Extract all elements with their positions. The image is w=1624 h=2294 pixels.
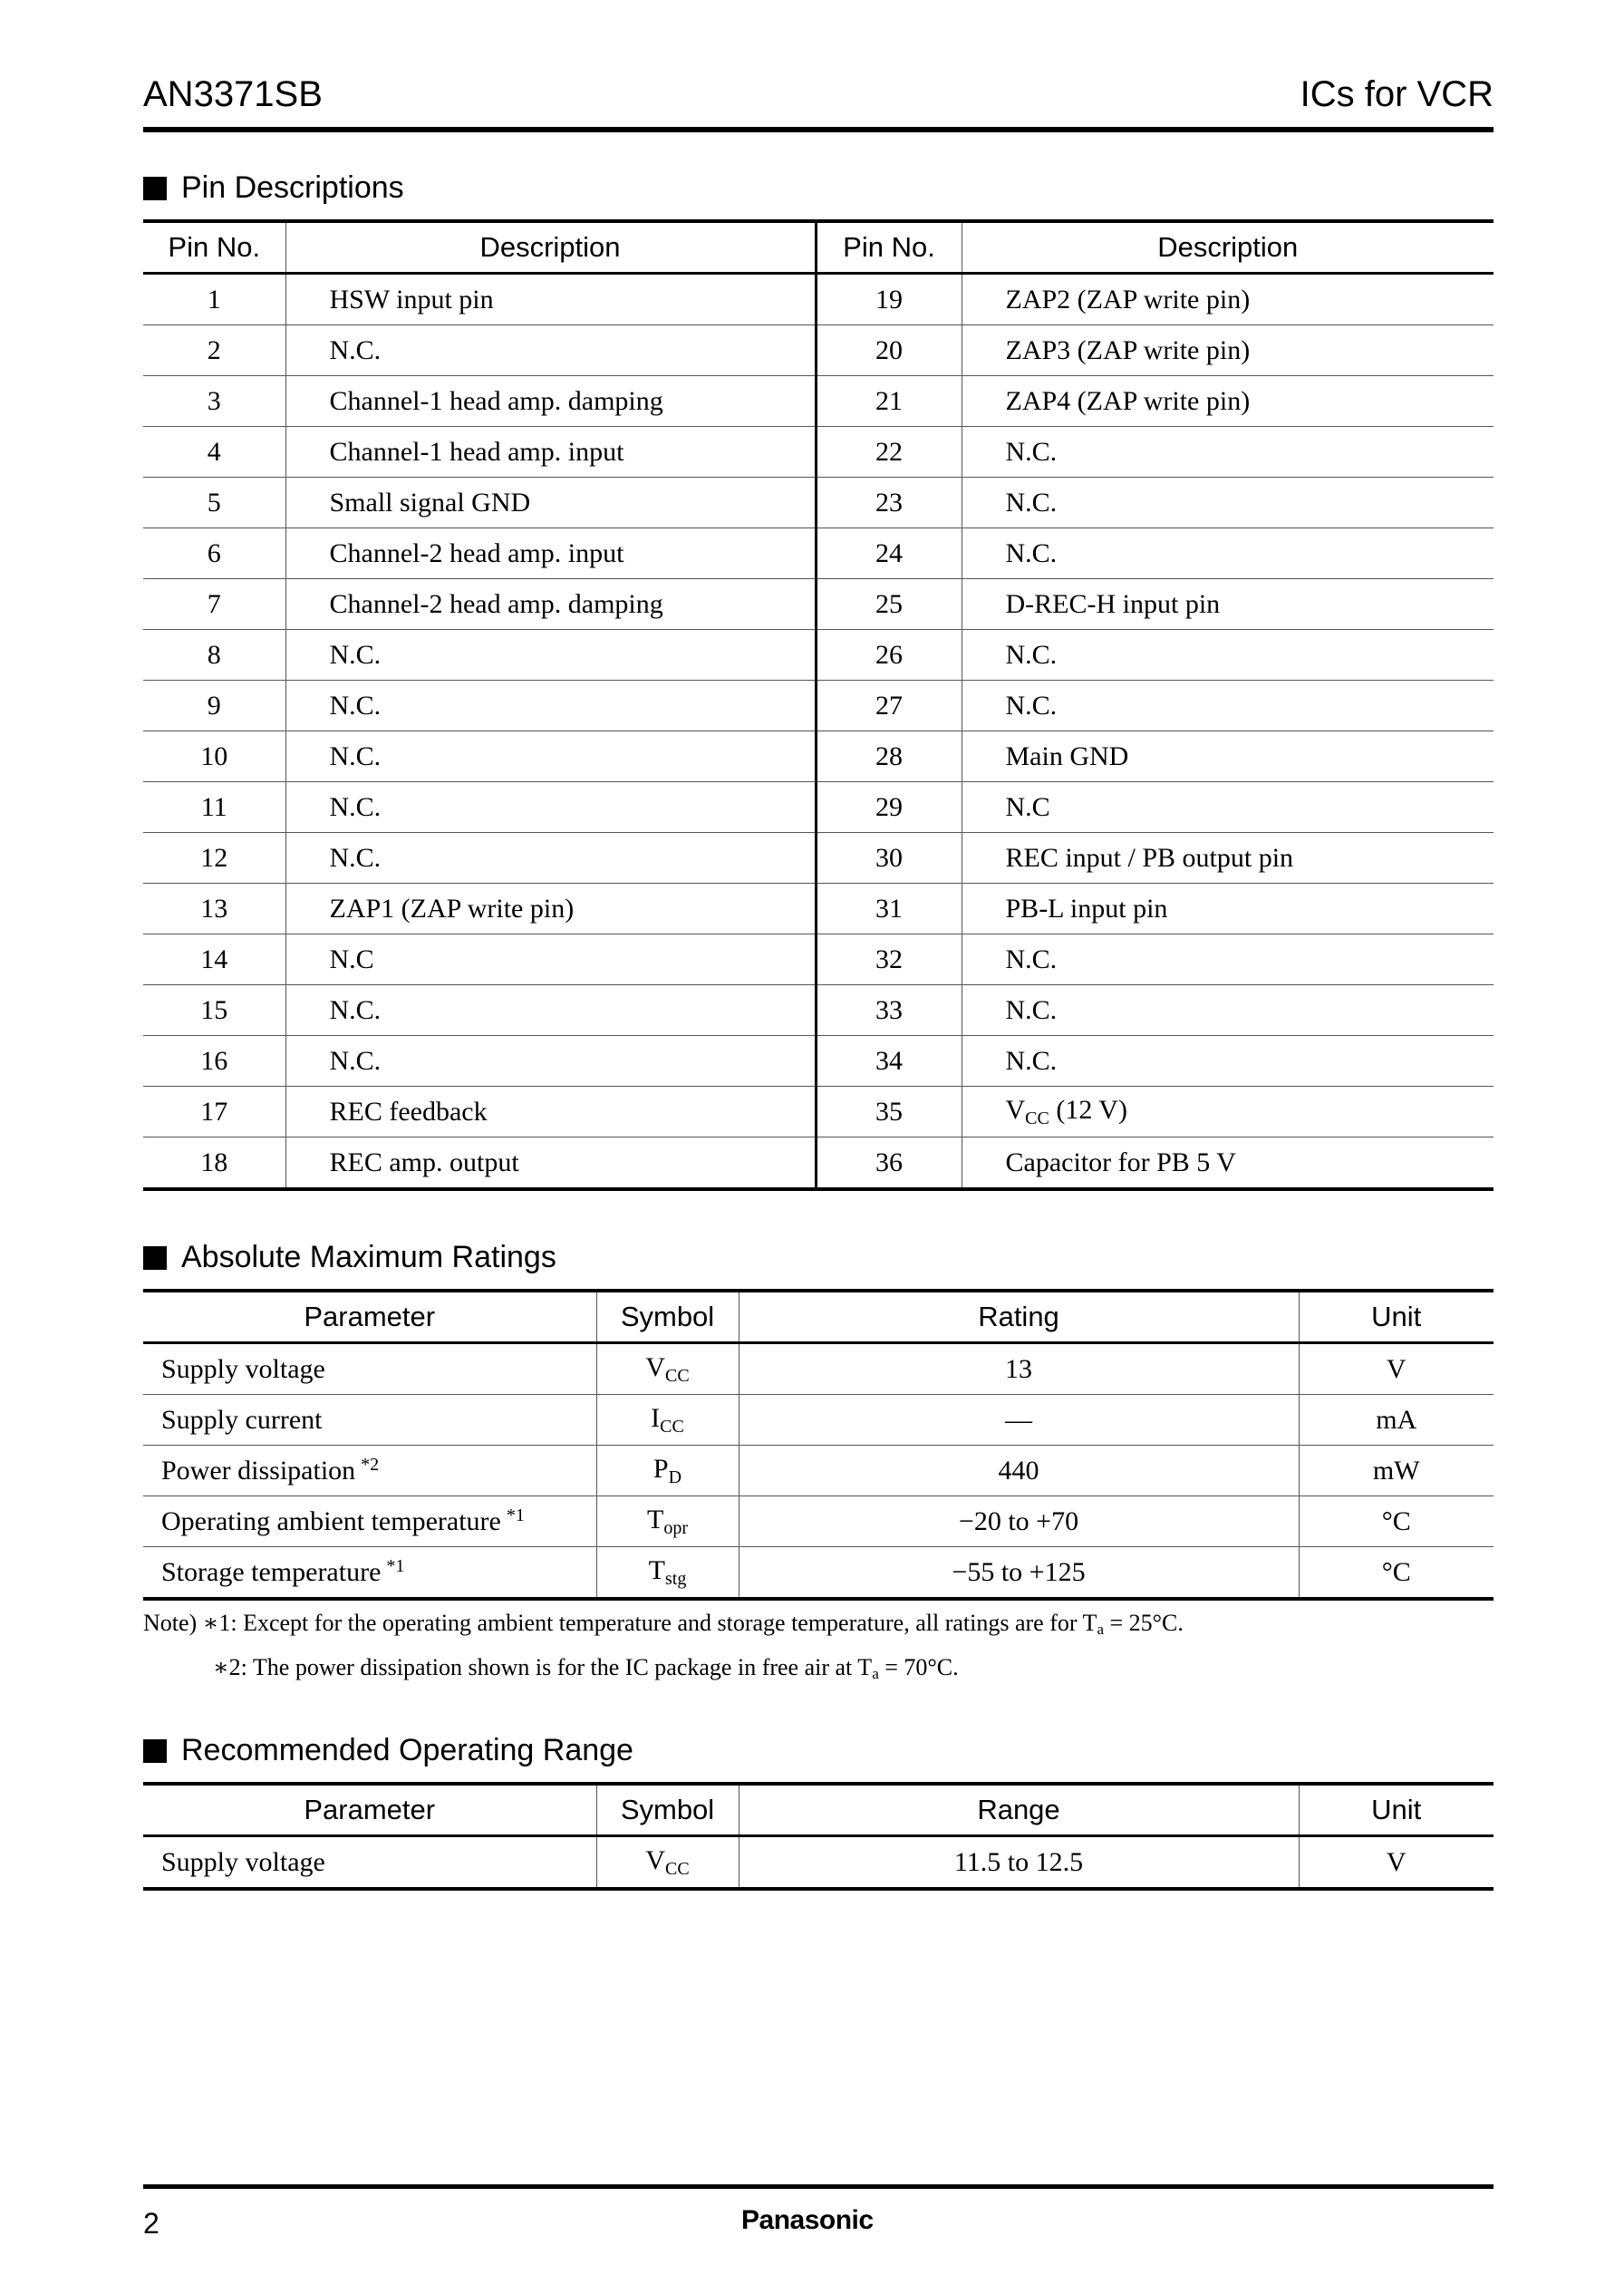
symbol-cell: $T_{opr}$ [596, 1496, 739, 1547]
document-category: ICs for VCR [1300, 74, 1494, 114]
pin-description: N.C. [962, 934, 1494, 985]
pin-description: Channel-1 head amp. input [285, 427, 816, 478]
unit-cell: V [1299, 1343, 1494, 1395]
pin-description: N.C. [962, 528, 1494, 579]
header-parameter: Parameter [143, 1784, 596, 1836]
pin-number: 31 [816, 884, 962, 934]
parameter-cell: Power dissipation $^{*2}$ [143, 1446, 596, 1496]
unit-cell: mW [1299, 1446, 1494, 1496]
table-row [143, 1395, 1494, 1446]
ratings-notes [143, 1604, 1184, 1693]
pin-description: Capacitor for PB 5 V [962, 1137, 1494, 1190]
brand-logo: Panasonic [741, 2205, 874, 2235]
range-cell: 11.5 to 12.5 [739, 1836, 1299, 1890]
table-row [143, 1836, 1494, 1890]
pin-description: N.C [962, 782, 1494, 833]
table-row [143, 376, 1494, 427]
table-row [143, 528, 1494, 579]
pin-description: ZAP4 (ZAP write pin) [962, 376, 1494, 427]
rating-cell: 13 [739, 1343, 1299, 1395]
pin-description: D-REC-H input pin [962, 579, 1494, 630]
table-row [143, 1087, 1494, 1137]
pin-description: N.C. [285, 681, 816, 731]
pin-number: 8 [143, 630, 285, 681]
header-pin-no: Pin No. [816, 221, 962, 274]
pin-number: 5 [143, 478, 285, 528]
recommended-operating-range-table [143, 1782, 1494, 1891]
table-row [143, 1547, 1494, 1600]
pin-description: PB-L input pin [962, 884, 1494, 934]
table-row [143, 630, 1494, 681]
pin-description: REC input / PB output pin [962, 833, 1494, 884]
pin-description: Channel-2 head amp. input [285, 528, 816, 579]
note-2: ∗2: The power dissipation shown is for the IC package in free air at $T_a = 70^\circ C$. [213, 1654, 959, 1682]
parameter-cell: Supply voltage [143, 1343, 596, 1395]
table-header-row [143, 221, 1494, 274]
parameter-cell: Supply voltage [161, 1846, 325, 1877]
pin-number: 33 [816, 985, 962, 1036]
table-header-row [143, 1291, 1494, 1343]
pin-number: 32 [816, 934, 962, 985]
pin-description: Main GND [962, 731, 1494, 782]
pin-description: N.C [285, 934, 816, 985]
pin-number: 15 [143, 985, 285, 1036]
pin-description: Small signal GND [285, 478, 816, 528]
section-title: Pin Descriptions [181, 170, 404, 205]
pin-description: N.C. [962, 681, 1494, 731]
table-row [143, 782, 1494, 833]
pin-description: N.C. [285, 731, 816, 782]
bullet-square-icon [143, 1246, 167, 1270]
pin-description: N.C. [285, 325, 816, 376]
pin-description: N.C. [962, 985, 1494, 1036]
table-row [143, 1036, 1494, 1087]
header-unit: Unit [1299, 1784, 1494, 1836]
pin-number: 23 [816, 478, 962, 528]
pin-number: 7 [143, 579, 285, 630]
pin-number: 14 [143, 934, 285, 985]
pin-number: 13 [143, 884, 285, 934]
pin-description: N.C. [285, 1036, 816, 1087]
table-row [143, 1343, 1494, 1395]
pin-number: 3 [143, 376, 285, 427]
header-symbol: Symbol [596, 1291, 739, 1343]
rating-cell: 440 [739, 1446, 1299, 1496]
header-pin-no: Pin No. [143, 221, 285, 274]
unit-cell: °C [1299, 1547, 1494, 1600]
unit-cell: °C [1299, 1496, 1494, 1547]
pin-number: 36 [816, 1137, 962, 1190]
pin-number: 34 [816, 1036, 962, 1087]
pin-number: 22 [816, 427, 962, 478]
pin-number: 20 [816, 325, 962, 376]
pin-number: 1 [143, 274, 285, 325]
section-absolute-maximum-ratings [143, 1240, 556, 1275]
pin-description: ZAP3 (ZAP write pin) [962, 325, 1494, 376]
header-rating: Rating [739, 1291, 1299, 1343]
pin-description: ZAP2 (ZAP write pin) [962, 274, 1494, 325]
section-pin-descriptions [143, 170, 404, 206]
pin-description: REC feedback [285, 1087, 816, 1137]
page-footer [143, 2184, 1494, 2252]
table-row [143, 274, 1494, 325]
pin-description: Channel-1 head amp. damping [285, 376, 816, 427]
header-unit: Unit [1299, 1291, 1494, 1343]
table-row [143, 579, 1494, 630]
pin-description: N.C. [962, 427, 1494, 478]
header-range: Range [739, 1784, 1299, 1836]
table-row [143, 934, 1494, 985]
pin-description: N.C. [962, 1036, 1494, 1087]
pin-number: 9 [143, 681, 285, 731]
symbol-cell: $T_{stg}$ [596, 1547, 739, 1600]
section-recommended-operating-range [143, 1733, 633, 1768]
section-title: Recommended Operating Range [181, 1733, 633, 1767]
pin-description: ZAP1 (ZAP write pin) [285, 884, 816, 934]
pin-number: 24 [816, 528, 962, 579]
pin-number: 27 [816, 681, 962, 731]
pin-number: 12 [143, 833, 285, 884]
bullet-square-icon [143, 1739, 167, 1763]
unit-cell: mA [1299, 1395, 1494, 1446]
section-title: Absolute Maximum Ratings [181, 1240, 556, 1274]
pin-number: 18 [200, 1147, 228, 1177]
pin-description: N.C. [962, 630, 1494, 681]
pin-number: 4 [143, 427, 285, 478]
rating-cell: — [739, 1395, 1299, 1446]
pin-number: 16 [143, 1036, 285, 1087]
rating-cell: −55 to +125 [739, 1547, 1299, 1600]
table-row [143, 731, 1494, 782]
pin-number: 6 [143, 528, 285, 579]
table-row [143, 478, 1494, 528]
symbol-cell: $I_{CC}$ [596, 1395, 739, 1446]
table-row [143, 681, 1494, 731]
pin-description: Channel-2 head amp. damping [285, 579, 816, 630]
pin-description: N.C. [285, 985, 816, 1036]
table-row [143, 325, 1494, 376]
pin-description: N.C. [285, 833, 816, 884]
pin-number: 19 [816, 274, 962, 325]
table-row [143, 884, 1494, 934]
parameter-cell: Supply current [143, 1395, 596, 1446]
page-header [143, 71, 1494, 132]
pin-number: 29 [816, 782, 962, 833]
header-symbol: Symbol [596, 1784, 739, 1836]
pin-number: 28 [816, 731, 962, 782]
header-description: Description [962, 221, 1494, 274]
bullet-square-icon [143, 177, 167, 200]
absolute-maximum-ratings-table [143, 1289, 1494, 1601]
pin-number: 25 [816, 579, 962, 630]
parameter-cell: Storage temperature $^{*1}$ [161, 1556, 405, 1587]
table-row [143, 833, 1494, 884]
header-parameter: Parameter [143, 1291, 596, 1343]
part-number: AN3371SB [143, 74, 323, 114]
parameter-cell: Operating ambient temperature $^{*1}$ [143, 1496, 596, 1547]
pin-number: 30 [816, 833, 962, 884]
pin-description: $V_{CC}$ (12 V) [962, 1087, 1494, 1137]
symbol-cell: $V_{CC}$ [596, 1343, 739, 1395]
table-row [143, 1446, 1494, 1496]
symbol-cell: $P_D$ [596, 1446, 739, 1496]
header-description: Description [285, 221, 816, 274]
pin-description: N.C. [285, 782, 816, 833]
pin-number: 10 [143, 731, 285, 782]
page-number: 2 [143, 2207, 160, 2240]
note-1: Note) ∗1: Except for the operating ambient temperature and storage temperature, all ratings are for $T_a = 25^\circ C$. [143, 1610, 1184, 1638]
pin-number: 2 [143, 325, 285, 376]
symbol-cell: $V_{CC}$ [596, 1836, 739, 1890]
pin-description: REC amp. output [285, 1137, 816, 1190]
pin-number: 21 [816, 376, 962, 427]
pin-description: N.C. [285, 630, 816, 681]
pin-number: 11 [143, 782, 285, 833]
table-row [143, 427, 1494, 478]
pin-descriptions-table [143, 219, 1494, 1191]
table-row [143, 1137, 1494, 1190]
table-row [143, 985, 1494, 1036]
pin-number: 17 [143, 1087, 285, 1137]
pin-description: HSW input pin [285, 274, 816, 325]
rating-cell: −20 to +70 [739, 1496, 1299, 1547]
pin-number: 35 [816, 1087, 962, 1137]
pin-number: 26 [816, 630, 962, 681]
unit-cell: V [1299, 1836, 1494, 1890]
table-header-row [143, 1784, 1494, 1836]
pin-description: N.C. [962, 478, 1494, 528]
table-row [143, 1496, 1494, 1547]
